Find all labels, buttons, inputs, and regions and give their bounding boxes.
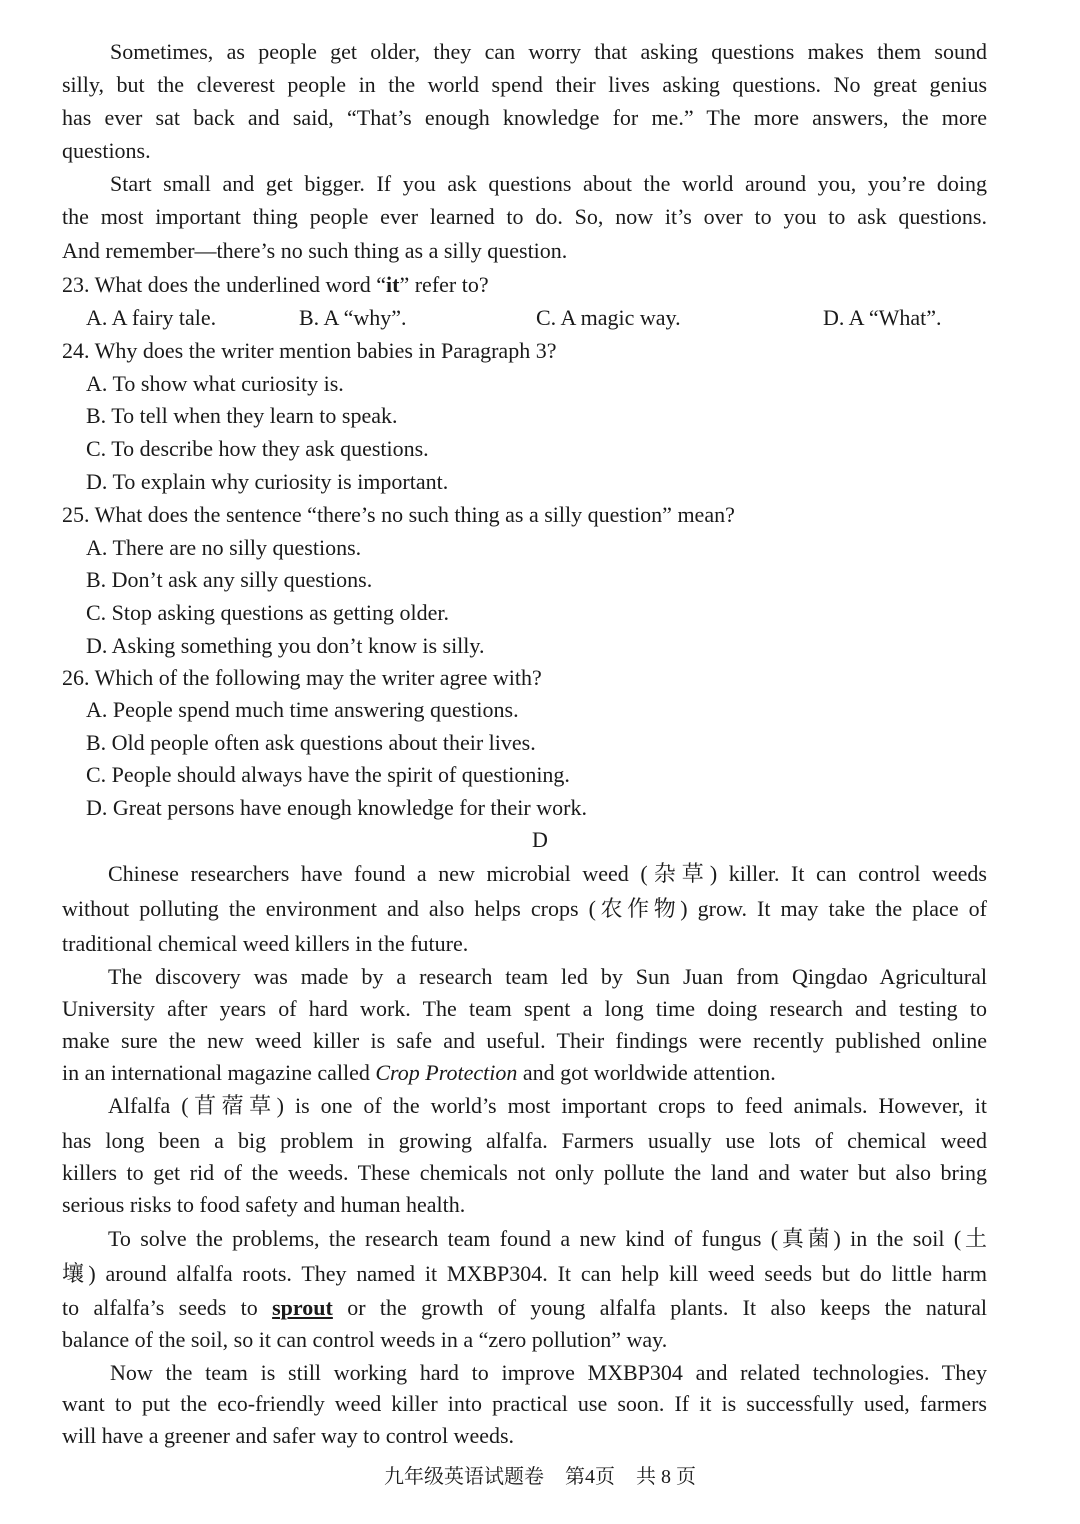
question-stem: 24. Why does the writer mention babies in Paragraph 3?	[62, 338, 557, 363]
page-footer	[0, 1462, 1080, 1492]
text-line: Start small and get bigger. If you ask questions about the world around you, you’re doing	[110, 171, 987, 196]
text-line: traditional chemical weed killers in the future.	[62, 931, 469, 956]
stem-keyword: it	[386, 272, 400, 297]
section-heading: D	[532, 827, 548, 852]
text-line: will have a greener and safer way to control weeds.	[62, 1423, 515, 1448]
text-run: to alfalfa’s seeds to	[62, 1295, 273, 1320]
underlined-word: sprout	[272, 1295, 333, 1320]
text-line: has long been a big problem in growing alfalfa. Farmers usually use lots of chemical weed	[62, 1128, 987, 1153]
text-line: Now the team is still working hard to improve MXBP304 and related technologies. They	[110, 1360, 987, 1385]
text-line: And remember—there’s no such thing as a silly question.	[62, 238, 568, 263]
footer-total-pages: 共 8 页	[636, 1466, 696, 1488]
magazine-title: Crop Protection	[375, 1060, 518, 1085]
stem-text: ” refer to?	[399, 272, 489, 297]
option-a: A. A fairy tale.	[86, 305, 217, 330]
text-line: Sometimes, as people get older, they can worry that asking questions makes them sound	[110, 39, 987, 64]
option-a: A. To show what curiosity is.	[86, 371, 344, 396]
text-line: killers to get rid of the weeds. These chemicals not only pollute the land and water but also bring	[62, 1160, 987, 1185]
option-d: D. To explain why curiosity is important.	[86, 469, 449, 494]
footer-page-number: 第4页	[565, 1466, 615, 1488]
question-stem: 25. What does the sentence “there’s no such thing as a silly question” mean?	[62, 502, 735, 527]
option-b: B. Don’t ask any silly questions.	[86, 567, 373, 592]
option-b: B. A “why”.	[299, 305, 407, 330]
text-line: To solve the problems, the research team found a new kind of fungus (真菌) in the soil (土	[108, 1226, 987, 1251]
question-stem: 26. Which of the following may the writer agree with?	[62, 665, 542, 690]
text-line	[62, 1056, 987, 1089]
text-line: make sure the new weed killer is safe and useful. Their findings were recently published online	[62, 1028, 987, 1053]
text-line: serious risks to food safety and human health.	[62, 1192, 466, 1217]
footer-title: 九年级英语试题卷	[384, 1466, 544, 1488]
text-line: balance of the soil, so it can control weeds in a “zero pollution” way.	[62, 1327, 668, 1352]
text-line: want to put the eco-friendly weed killer into practical use soon. If it is successfully used, farmers	[62, 1391, 987, 1416]
text-line	[62, 1291, 987, 1324]
text-line: 壤) around alfalfa roots. They named it MXBP304. It can help kill weed seeds but do little harm	[62, 1261, 987, 1286]
text-line: Chinese researchers have found a new microbial weed (杂草) killer. It can control weeds	[108, 861, 987, 886]
question-stem	[62, 268, 987, 301]
text-line: Alfalfa (苜蓿草) is one of the world’s most important crops to feed animals. However, it	[108, 1093, 987, 1118]
stem-text: 23. What does the underlined word “	[62, 272, 387, 297]
text-line: has ever sat back and said, “That’s enough knowledge for me.” The more answers, the more	[62, 105, 987, 130]
text-run: or the growth of young alfalfa plants. It also keeps the natural	[332, 1295, 987, 1320]
option-a: A. There are no silly questions.	[86, 535, 362, 560]
option-a: A. People spend much time answering questions.	[86, 697, 519, 722]
text-run: in an international magazine called	[62, 1060, 376, 1085]
option-c: C. To describe how they ask questions.	[86, 436, 429, 461]
option-b: B. Old people often ask questions about their lives.	[86, 730, 536, 755]
option-d: D. A “What”.	[823, 305, 942, 330]
option-c: C. A magic way.	[536, 305, 681, 330]
text-run: and got worldwide attention.	[517, 1060, 776, 1085]
text-line: silly, but the cleverest people in the world spend their lives asking questions. No great genius	[62, 72, 987, 97]
option-d: D. Asking something you don’t know is silly.	[86, 633, 485, 658]
option-c: C. Stop asking questions as getting older.	[86, 600, 449, 625]
text-line: the most important thing people ever learned to do. So, now it’s over to you to ask questions.	[62, 204, 987, 229]
option-d: D. Great persons have enough knowledge for their work.	[86, 795, 587, 820]
text-line: questions.	[62, 138, 151, 163]
option-b: B. To tell when they learn to speak.	[86, 403, 398, 428]
options-row	[86, 301, 986, 334]
text-line: without polluting the environment and also helps crops (农作物) grow. It may take the place of	[62, 896, 987, 921]
text-line: University after years of hard work. The team spent a long time doing research and testing to	[62, 996, 987, 1021]
option-c: C. People should always have the spirit of questioning.	[86, 762, 570, 787]
text-line: The discovery was made by a research team led by Sun Juan from Qingdao Agricultural	[108, 964, 987, 989]
